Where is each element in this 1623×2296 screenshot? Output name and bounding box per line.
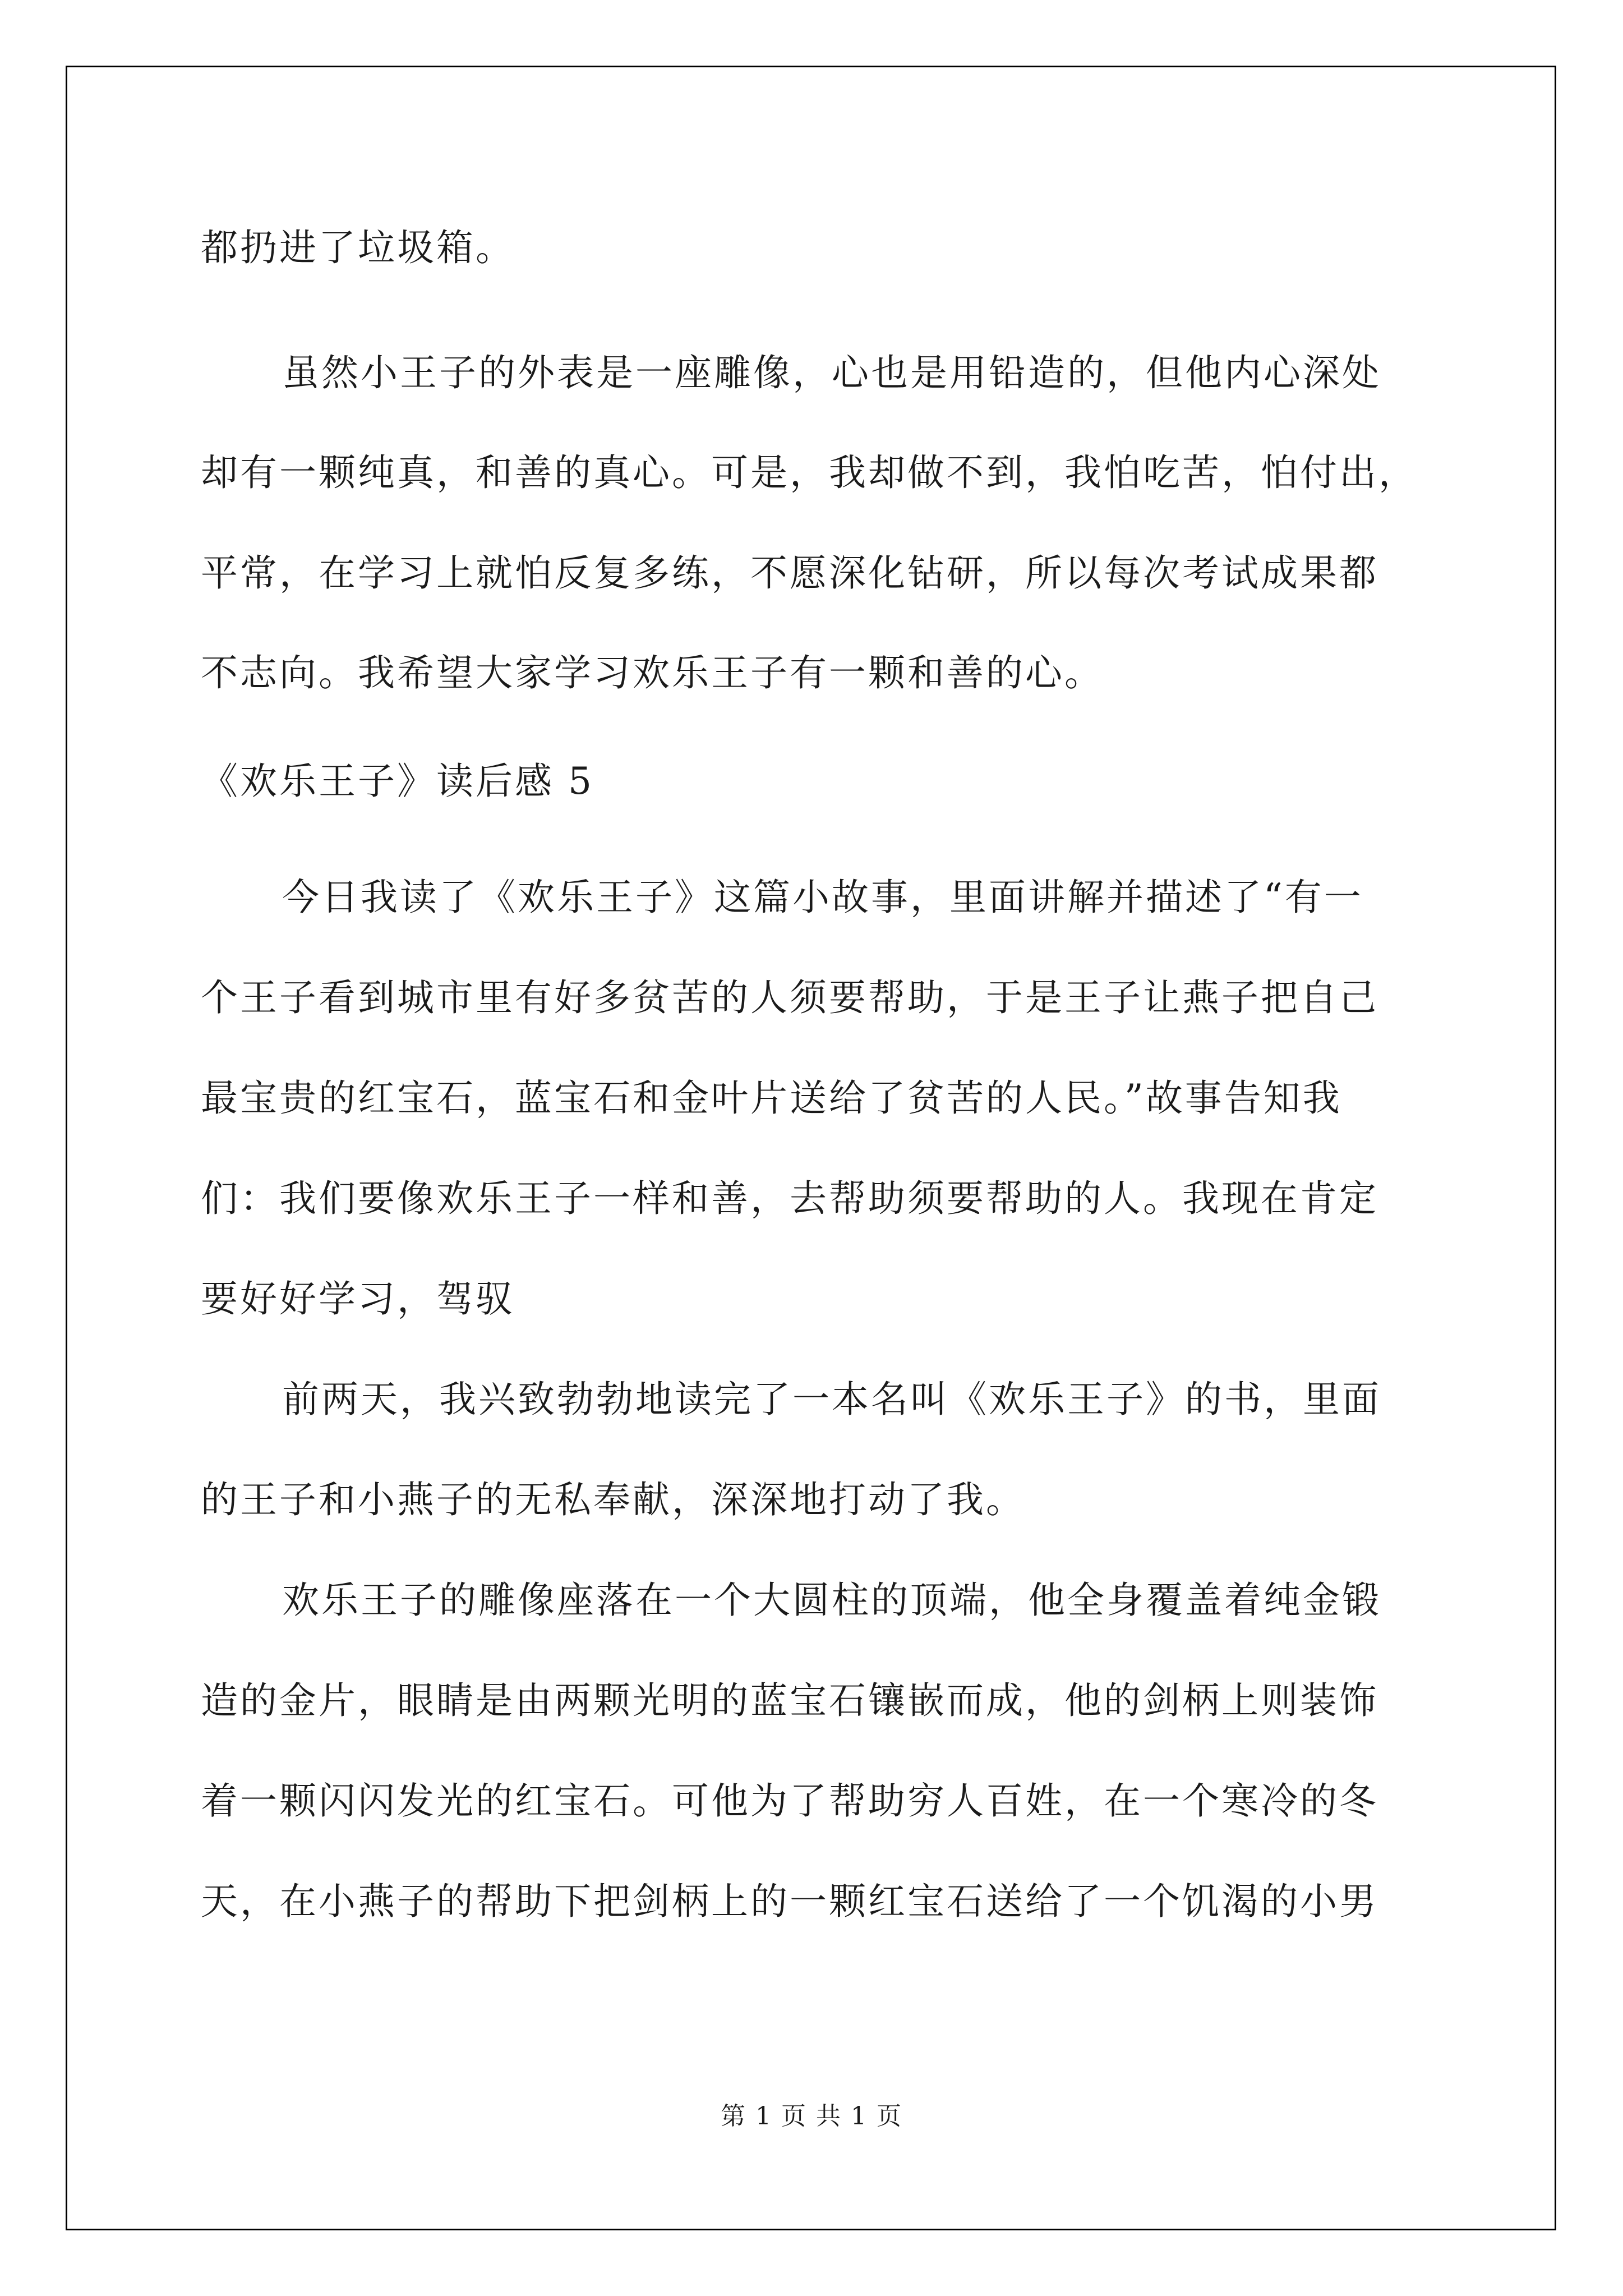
text-line: 们：我们要像欢乐王子一样和善，去帮助须要帮助的人。我现在肯定	[201, 1177, 1378, 1220]
text-line: 造的金片，眼睛是由两颗光明的蓝宝石镶嵌而成，他的剑柄上则装饰	[201, 1679, 1378, 1722]
text-line: 都扔进了垃圾箱。	[201, 226, 515, 269]
text-line: 要好好学习，驾驭	[201, 1277, 515, 1320]
paragraph-first-line: 前两天，我兴致勃勃地读完了一本名叫《欢乐王子》的书，里面	[282, 1378, 1381, 1421]
text-line: 平常，在学习上就怕反复多练，不愿深化钻研，所以每次考试成果都	[201, 551, 1378, 595]
paragraph-first-line: 欢乐王子的雕像座落在一个大圆柱的顶端，他全身覆盖着纯金锻	[282, 1579, 1381, 1622]
section-heading: 《欢乐王子》读后感 5	[201, 760, 594, 803]
paragraph-first-line: 虽然小王子的外表是一座雕像，心也是用铅造的，但他内心深处	[282, 351, 1381, 394]
text-line: 最宝贵的红宝石，蓝宝石和金叶片送给了贫苦的人民。”故事告知我	[201, 1076, 1342, 1120]
text-line: 着一颗闪闪发光的红宝石。可他为了帮助穷人百姓，在一个寒冷的冬	[201, 1779, 1378, 1823]
text-line: 却有一颗纯真，和善的真心。可是，我却做不到，我怕吃苦，怕付出，	[201, 451, 1418, 494]
page-footer: 第 1 页 共 1 页	[721, 2102, 902, 2131]
paragraph-first-line: 今日我读了《欢乐王子》这篇小故事，里面讲解并描述了“有一	[282, 876, 1363, 919]
text-line: 个王子看到城市里有好多贫苦的人须要帮助，于是王子让燕子把自己	[201, 976, 1378, 1019]
text-line: 不志向。我希望大家学习欢乐王子有一颗和善的心。	[201, 651, 1104, 694]
text-line: 天，在小燕子的帮助下把剑柄上的一颗红宝石送给了一个饥渴的小男	[201, 1880, 1378, 1923]
text-line: 的王子和小燕子的无私奉献，深深地打动了我。	[201, 1478, 1025, 1521]
